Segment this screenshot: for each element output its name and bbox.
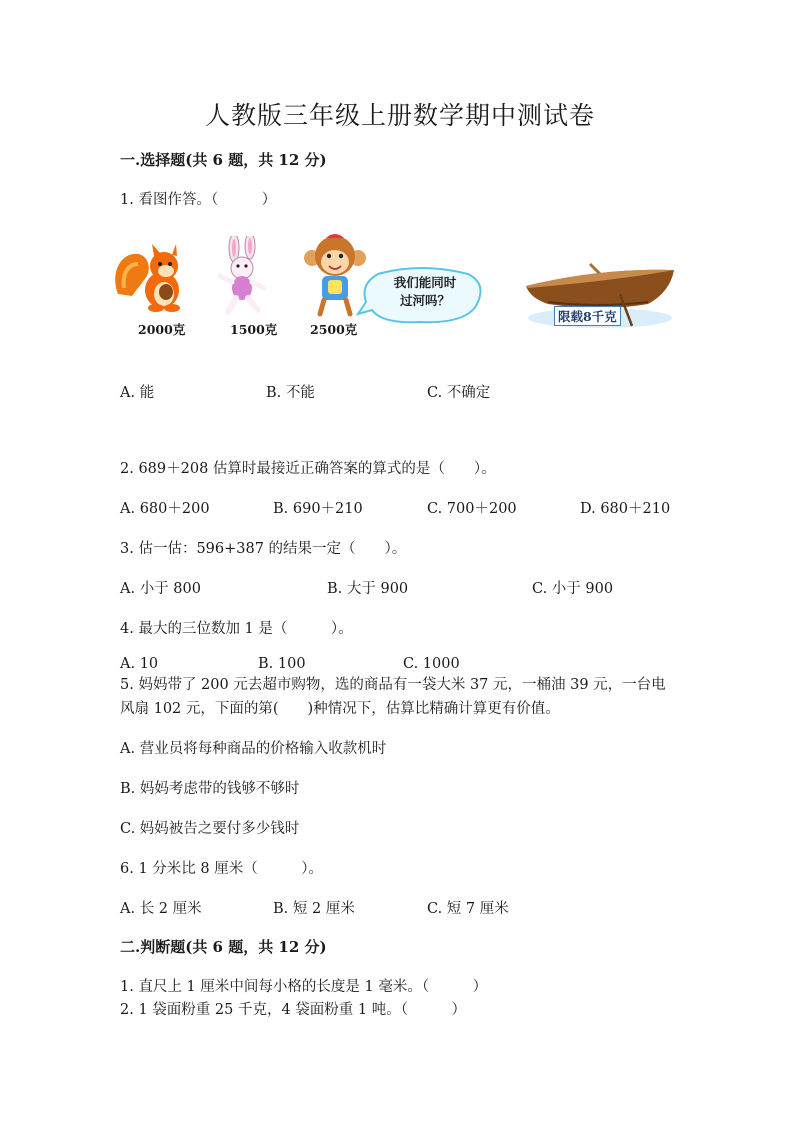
q2-option-d[interactable]: D. 680＋210 xyxy=(580,501,671,517)
q1-option-b[interactable]: B. 不能 xyxy=(266,385,315,401)
q5-option-a[interactable]: A. 营业员将每种商品的价格输入收款机时 xyxy=(120,741,387,757)
q3-option-c[interactable]: C. 小于 900 xyxy=(532,581,614,597)
q1-option-a[interactable]: A. 能 xyxy=(120,385,155,401)
question-3-text: 3. 估一估：596+387 的结果一定（ ）。 xyxy=(120,541,407,557)
q2-option-c[interactable]: C. 700＋200 xyxy=(427,501,517,517)
q3-option-a[interactable]: A. 小于 800 xyxy=(120,581,201,597)
q4-option-b[interactable]: B. 100 xyxy=(258,656,306,672)
rabbit-weight: 1500克 xyxy=(230,322,278,337)
boat-capacity-label: 限载8千克 xyxy=(554,306,621,326)
page-title: 人教版三年级上册数学期中测试卷 xyxy=(204,101,595,130)
judgement-item-1: 1. 直尺上 1 厘米中间每小格的长度是 1 毫米。（ ） xyxy=(120,979,488,995)
question-6-text: 6. 1 分米比 8 厘米（ ）。 xyxy=(120,861,323,877)
q6-option-b[interactable]: B. 短 2 厘米 xyxy=(273,901,355,917)
squirrel-icon xyxy=(110,244,200,314)
section-heading-judgement: 二.判断题(共 6 题，共 12 分) xyxy=(120,938,327,956)
q1-option-c[interactable]: C. 不确定 xyxy=(427,385,491,401)
question-4-text: 4. 最大的三位数加 1 是（ ）。 xyxy=(120,621,353,637)
speech-bubble-text-2: 过河吗？ xyxy=(399,293,450,308)
q5-option-c[interactable]: C. 妈妈被告之要付多少钱时 xyxy=(120,821,300,837)
q2-option-a[interactable]: A. 680＋200 xyxy=(120,501,210,517)
q5-option-b[interactable]: B. 妈妈考虑带的钱够不够时 xyxy=(120,781,300,797)
q3-option-b[interactable]: B. 大于 900 xyxy=(327,581,409,597)
question-1-text: 1. 看图作答。（ ） xyxy=(120,192,277,208)
q4-option-c[interactable]: C. 1000 xyxy=(403,656,460,672)
q6-option-c[interactable]: C. 短 7 厘米 xyxy=(427,901,509,917)
question-5-text: 5. 妈妈带了 200 元去超市购物，选的商品有一袋大米 37 元，一桶油 39 元，一台电风扇 102 元，下面的第( )种情况下，估算比精确计算更有价值。 xyxy=(120,677,666,717)
question-2-text: 2. 689＋208 估算时最接近正确答案的算式的是（ ）。 xyxy=(120,461,496,477)
rabbit-icon xyxy=(208,236,278,316)
monkey-weight: 2500克 xyxy=(310,322,358,337)
q4-option-a[interactable]: A. 10 xyxy=(120,656,159,672)
question-1-illustration xyxy=(110,228,690,348)
speech-bubble-text-1: 我们能同时 xyxy=(393,275,457,290)
q2-option-b[interactable]: B. 690＋210 xyxy=(273,501,363,517)
judgement-item-2: 2. 1 袋面粉重 25 千克，4 袋面粉重 1 吨。（ ） xyxy=(120,1002,466,1018)
section-heading-choice: 一.选择题(共 6 题，共 12 分) xyxy=(120,151,327,169)
q6-option-a[interactable]: A. 长 2 厘米 xyxy=(120,901,202,917)
squirrel-weight: 2000克 xyxy=(138,322,186,337)
